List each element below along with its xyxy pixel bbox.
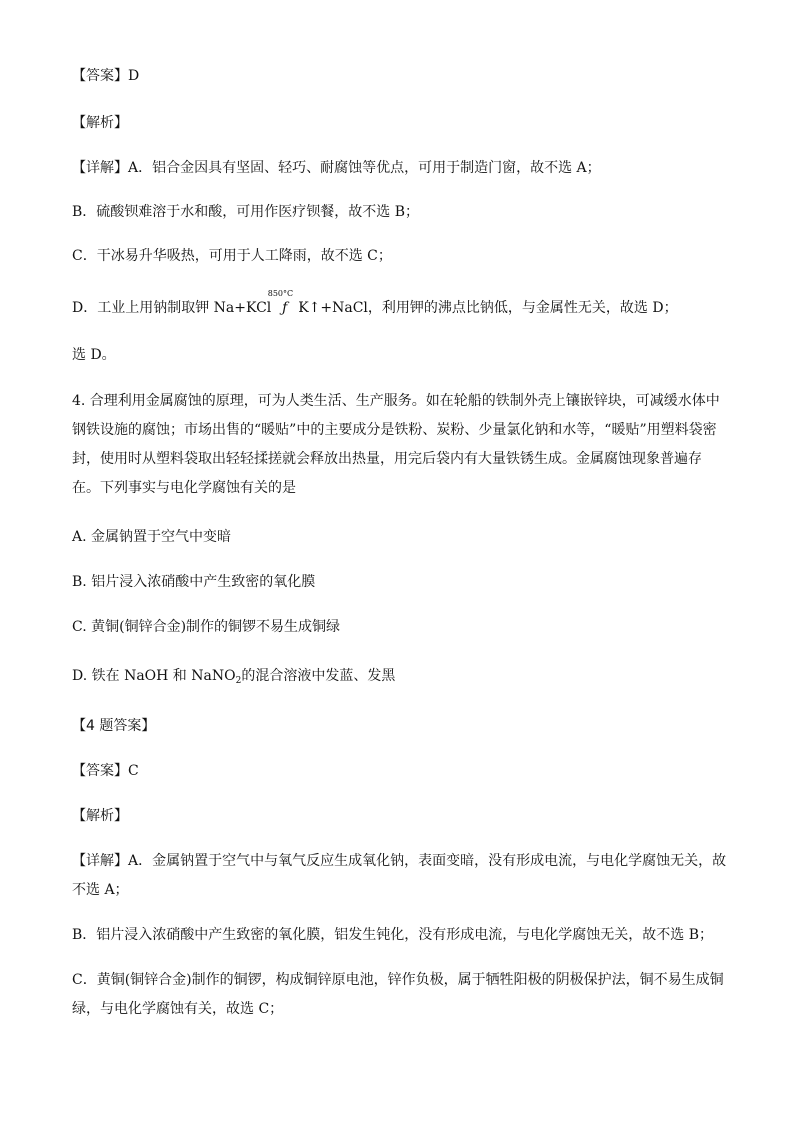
- q4-answer-header: 【4 题答案】: [72, 718, 156, 734]
- q4-stem-line4: 在。下列事实与电化学腐蚀有关的是: [72, 480, 296, 496]
- q4-stem-line2: 钢铁设施的腐蚀；市场出售的“暖贴”中的主要成分是铁粉、炭粉、少量氯化钠和水等，“暖贴”用塑料袋密: [72, 422, 717, 438]
- answer-tag: 【答案】: [72, 68, 128, 84]
- reaction-symbol: ƒ: [282, 300, 288, 316]
- reaction-condition: 850°C: [267, 289, 294, 298]
- answer-q4: [72, 761, 734, 781]
- detail-d-post: K↑+NaCl，利用钾的沸点比钠低，与金属性无关，故选 D；: [298, 300, 678, 316]
- detail-c-q3: C．干冰易升华吸热，可用于人工降雨，故不选 C；: [72, 248, 392, 264]
- detail-a-q4-line1: [72, 851, 734, 871]
- detail-a-q3: [72, 158, 734, 178]
- q4-option-c: C. 黄铜(铜锌合金)制作的铜锣不易生成铜绿: [72, 619, 341, 635]
- detail-a-q4-line2: 不选 A；: [72, 882, 129, 898]
- q4-stem-line3: 封，使用时从塑料袋取出轻轻揉搓就会释放出热量，用完后袋内有大量铁锈生成。金属腐蚀现象普遍存: [72, 451, 702, 467]
- detail-d-q3: [72, 289, 734, 318]
- conclusion-q3: 选 D。: [72, 347, 116, 363]
- q4-option-d: [72, 666, 734, 691]
- detail-b-q3: B．硫酸钡难溶于水和酸，可用作医疗钡餐，故不选 B；: [72, 204, 420, 220]
- detail-tag: 【详解】: [72, 160, 128, 176]
- detail-c-q4-line1: C．黄铜(铜锌合金)制作的铜锣，构成铜锌原电池，锌作负极，属于牺牲阳极的阴极保护法，铜不易生成铜: [72, 972, 724, 988]
- answer-value: D: [128, 68, 140, 84]
- q4-option-b: B. 铝片浸入浓硝酸中产生致密的氧化膜: [72, 574, 316, 590]
- detail-text: A．金属钠置于空气中与氧气反应生成氧化钠，表面变暗，没有形成电流，与电化学腐蚀无关，故: [128, 853, 727, 869]
- answer-tag: 【答案】: [72, 763, 128, 779]
- detail-d-pre: D．工业上用钠制取钾 Na+KCl: [72, 300, 272, 316]
- reaction-arrow: [267, 289, 294, 318]
- answer-q3: [72, 66, 734, 86]
- option-d-pre: D. 铁在 NaOH 和 NaNO: [72, 668, 236, 684]
- analysis-tag-q4: 【解析】: [72, 808, 128, 824]
- answer-value: C: [128, 763, 139, 779]
- detail-b-q4: B．铝片浸入浓硝酸中产生致密的氧化膜，铝发生钝化，没有形成电流，与电化学腐蚀无关，故不选 B；: [72, 927, 714, 943]
- option-d-subscript: 2: [235, 676, 242, 686]
- q4-stem-line1: 4. 合理利用金属腐蚀的原理，可为人类生活、生产服务。如在轮船的铁制外壳上镶嵌锌块，可减缓水体中: [72, 393, 720, 409]
- detail-text: A．铝合金因具有坚固、轻巧、耐腐蚀等优点，可用于制造门窗，故不选 A；: [128, 160, 601, 176]
- q4-option-a: A. 金属钠置于空气中变暗: [72, 529, 232, 545]
- detail-tag: 【详解】: [72, 853, 128, 869]
- detail-c-q4-line2: 绿，与电化学腐蚀有关，故选 C；: [72, 1001, 284, 1017]
- analysis-tag-q3: 【解析】: [72, 115, 128, 131]
- option-d-post: 的混合溶液中发蓝、发黑: [241, 668, 396, 684]
